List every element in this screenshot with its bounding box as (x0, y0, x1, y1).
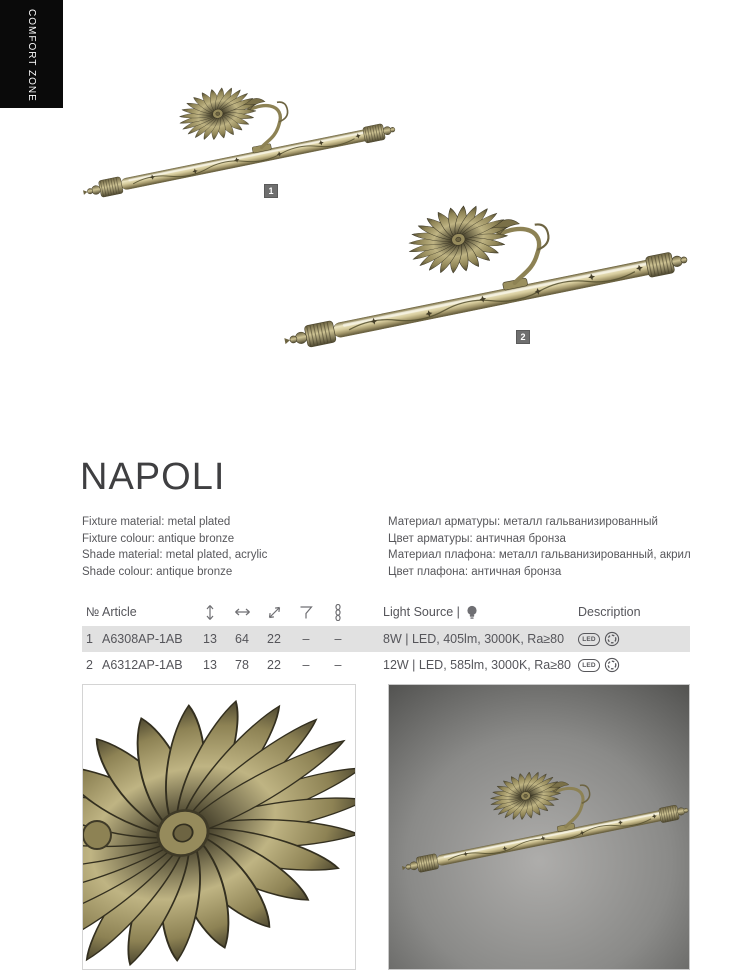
product-photo-1 (82, 80, 398, 208)
shade-value: – (302, 632, 310, 646)
led-badge-icon: LED (578, 659, 600, 672)
article-code: A6308AP-1AB (102, 632, 183, 646)
width-value: 64 (235, 632, 249, 646)
light-source-column-header: Light Source | (383, 605, 460, 619)
arrow-vertical-icon (194, 604, 226, 621)
detail-photo-lamp (388, 684, 690, 970)
description-icons (578, 657, 690, 673)
specs-english (82, 514, 267, 580)
projection-value: 22 (267, 658, 281, 672)
chain-value: – (334, 658, 342, 672)
spec-line: Цвет плафона: античная бронза (388, 565, 562, 578)
product-2-badge: 2 (516, 330, 530, 344)
product-photo-2 (283, 196, 691, 361)
spec-line: Fixture colour: antique bronze (82, 532, 235, 545)
shade-value: – (302, 658, 310, 672)
num-column-header: № (86, 605, 100, 619)
ring-icon (604, 657, 620, 673)
projection-value: 22 (267, 632, 281, 646)
product-1-badge: 1 (264, 184, 278, 198)
description-icons (578, 631, 690, 647)
detail-photo-shell (82, 684, 356, 970)
funnel-icon (290, 605, 322, 620)
comfort-zone-tag (0, 0, 63, 108)
light-source-value: 12W | LED, 585lm, 3000K, Ra≥80 (383, 658, 571, 672)
width-value: 78 (235, 658, 249, 672)
specs-russian (388, 514, 691, 580)
row-number: 1 (86, 632, 93, 646)
table-row (82, 626, 690, 652)
height-value: 13 (203, 632, 217, 646)
spec-line: Материал плафона: металл гальванизированный, акрил (388, 549, 691, 561)
article-code: A6312AP-1AB (102, 658, 183, 672)
light-source-value: 8W | LED, 405lm, 3000K, Ra≥80 (383, 632, 565, 646)
ring-icon (604, 631, 620, 647)
spec-line: Shade colour: antique bronze (82, 565, 233, 578)
article-column-header: Article (102, 605, 137, 619)
table-row (82, 652, 690, 678)
spec-line: Цвет арматуры: античная бронза (388, 532, 566, 545)
bulb-icon (466, 605, 478, 620)
comfort-zone-label: COMFORT ZONE (26, 9, 37, 102)
height-value: 13 (203, 658, 217, 672)
led-badge-icon: LED (578, 633, 600, 646)
description-column-header: Description (578, 605, 641, 619)
row-number: 2 (86, 658, 93, 672)
spec-line: Fixture material: metal plated (82, 516, 231, 528)
arrow-horizontal-icon (226, 606, 258, 618)
table-header-row (82, 598, 690, 626)
arrow-diagonal-icon (258, 605, 290, 620)
chain-value: – (334, 632, 342, 646)
spec-line: Shade material: metal plated, acrylic (82, 549, 268, 561)
article-table (82, 598, 690, 678)
page-title: NAPOLI (80, 456, 226, 498)
spec-line: Материал арматуры: металл гальванизированный (388, 516, 658, 528)
chain-icon (322, 604, 354, 621)
